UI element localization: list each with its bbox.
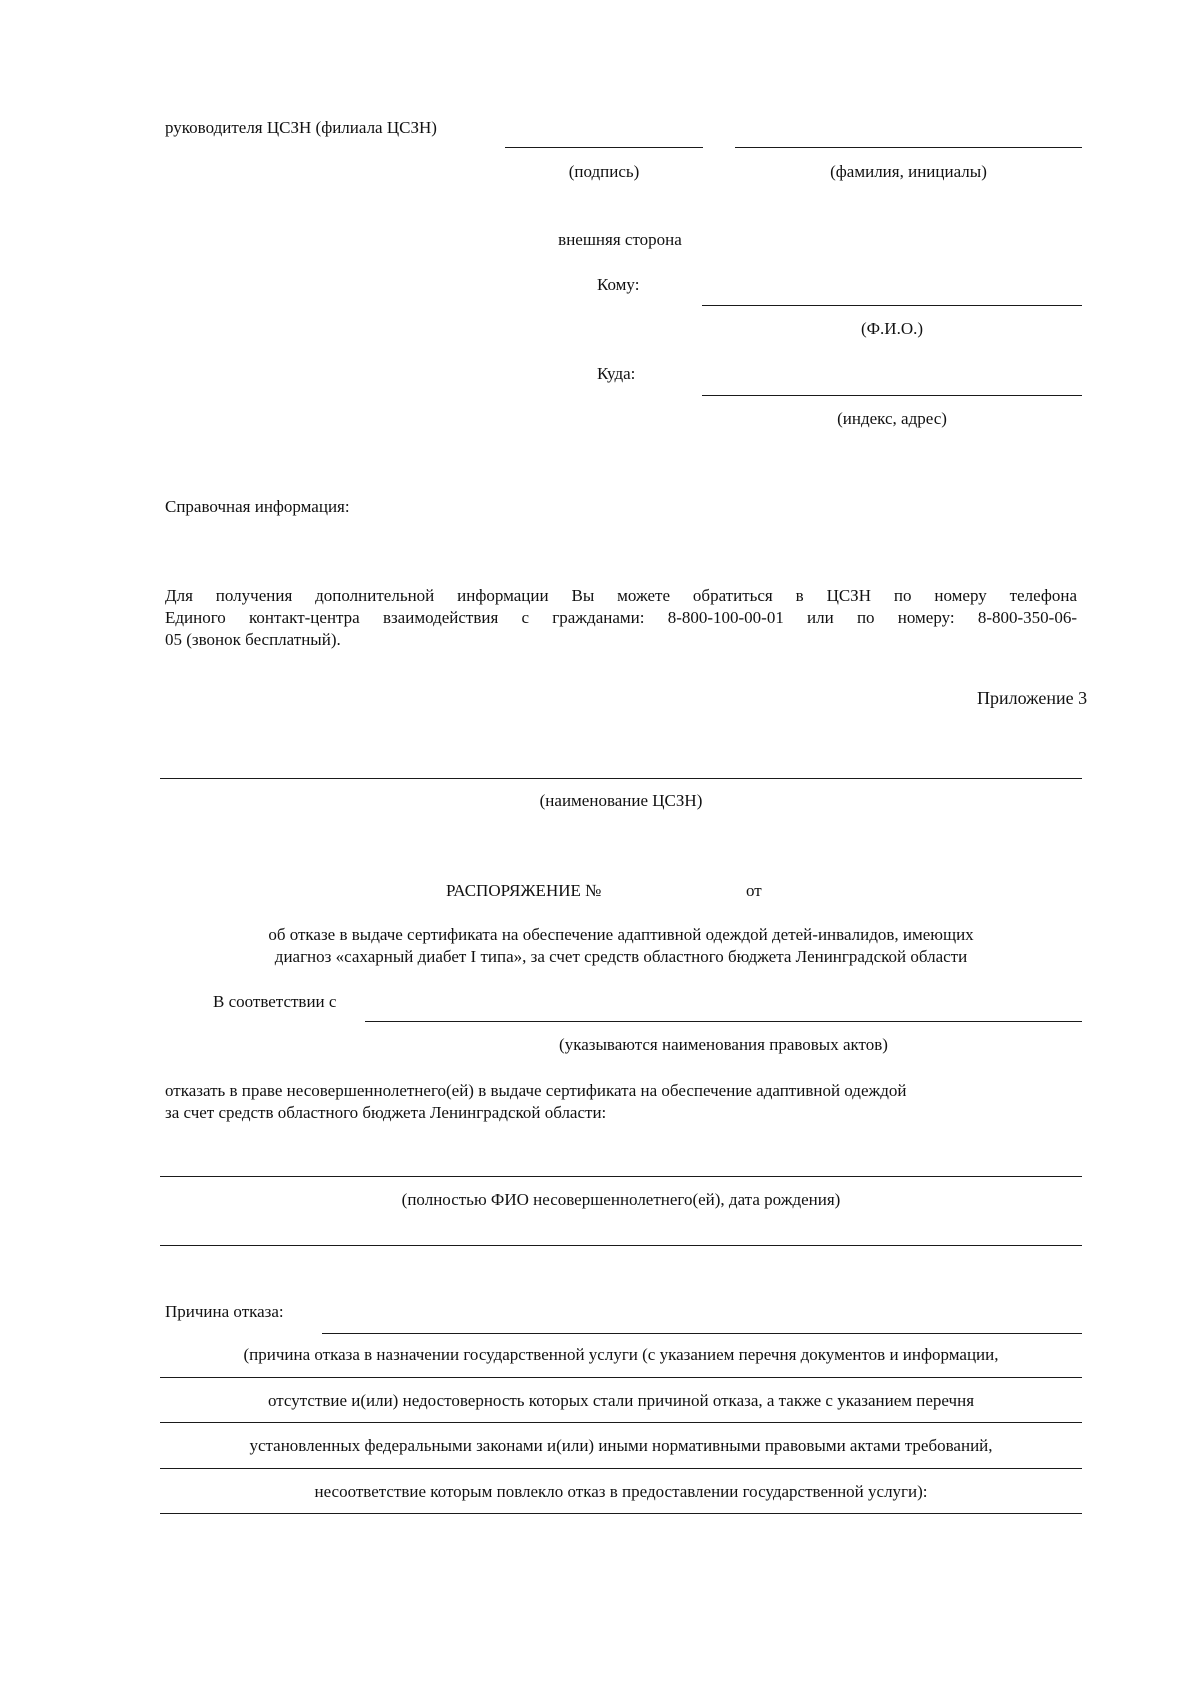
reason-line-2 [160, 1377, 1082, 1378]
reason-text-line1: (причина отказа в назначении государственной услуги (с указанием перечня документов и информации, [243, 1345, 999, 1364]
appendix-label: Приложение 3 [977, 688, 1088, 708]
reason-label: Причина отказа: [165, 1302, 284, 1321]
where-label: Куда: [597, 364, 636, 383]
accordance-label: В соответствии с [213, 992, 337, 1011]
legal-acts-caption: (указываются наименования правовых актов) [559, 1035, 888, 1054]
reason-text-line4: несоответствие которым повлекло отказ в предоставлении государственной услуги): [314, 1482, 928, 1501]
minor-extra-line [160, 1245, 1082, 1246]
where-caption: (индекс, адрес) [837, 409, 947, 428]
outer-side-label: внешняя сторона [558, 230, 682, 249]
signature-caption: (подпись) [568, 162, 640, 181]
reason-text-line3: установленных федеральными законами и(или) иными нормативными правовыми актами требований, [249, 1436, 993, 1455]
refuse-text-line1: отказать в праве несовершеннолетнего(ей) в выдаче сертификата на обеспечение адаптивной одеждой [165, 1081, 907, 1100]
reason-line [322, 1333, 1082, 1334]
to-line [702, 305, 1082, 306]
to-caption: (Ф.И.О.) [860, 319, 924, 338]
order-subject-line1: об отказе в выдаче сертификата на обеспечение адаптивной одеждой детей-инвалидов, имеющих [268, 925, 974, 944]
reference-text-line1: Для получения дополнительной информации Вы можете обратиться в ЦСЗН по номеру телефона [165, 586, 1077, 605]
signature-line [505, 147, 703, 148]
legal-acts-line [365, 1021, 1082, 1022]
reason-line-5 [160, 1513, 1082, 1514]
reference-text-line3: 05 (звонок бесплатный). [165, 630, 341, 649]
order-date-label: от [746, 881, 762, 900]
reason-line-3 [160, 1422, 1082, 1423]
signer-label: руководителя ЦСЗН (филиала ЦСЗН) [165, 118, 437, 137]
to-label: Кому: [597, 275, 640, 294]
org-name-line [160, 778, 1082, 779]
order-title: РАСПОРЯЖЕНИЕ № [446, 881, 602, 900]
reason-line-4 [160, 1468, 1082, 1469]
order-subject-line2: диагноз «сахарный диабет I типа», за счет средств областного бюджета Ленинградской области [274, 947, 968, 966]
name-caption: (фамилия, инициалы) [830, 162, 987, 181]
reference-heading: Справочная информация: [165, 497, 350, 516]
where-line [702, 395, 1082, 396]
refuse-text-line2: за счет средств областного бюджета Ленинградской области: [165, 1103, 607, 1122]
org-name-caption: (наименование ЦСЗН) [539, 791, 703, 810]
minor-name-caption: (полностью ФИО несовершеннолетнего(ей), дата рождения) [401, 1190, 841, 1209]
reason-text-line2: отсутствие и(или) недостоверность которых стали причиной отказа, а также с указанием перечня [267, 1391, 975, 1410]
name-line [735, 147, 1082, 148]
minor-name-line [160, 1176, 1082, 1177]
reference-text-line2: Единого контакт-центра взаимодействия с гражданами: 8-800-100-00-01 или по номеру: 8-800-350-06- [165, 608, 1077, 627]
